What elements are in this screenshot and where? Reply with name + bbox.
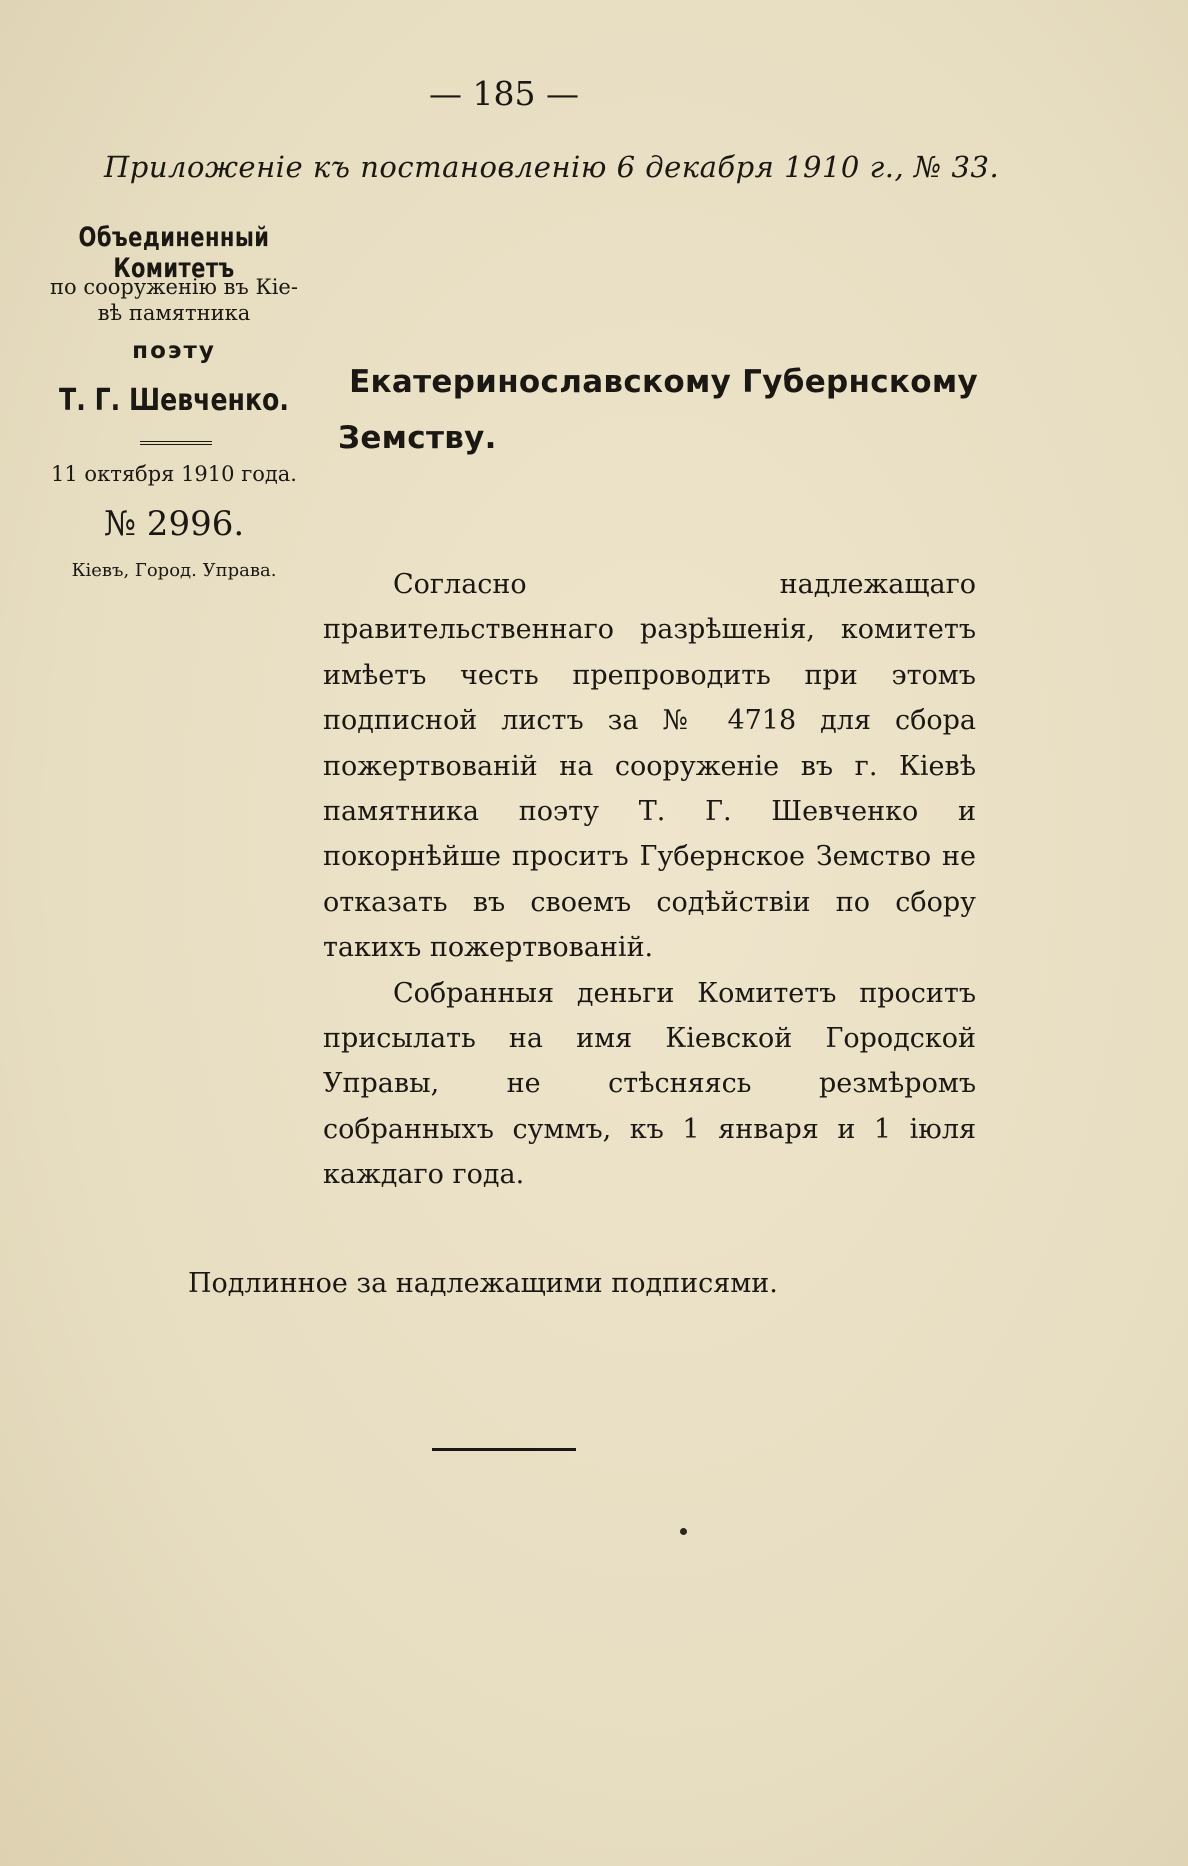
closing-note: Подлинное за надлежащими подписями. — [188, 1268, 778, 1299]
letterhead-subtitle-line2: вѣ памятника — [97, 301, 251, 325]
letter-body — [323, 562, 976, 1198]
body-paragraph-1: Согласно надлежащаго правительственнаго разрѣшенія, комитетъ имѣетъ честь препроводить при этомъ подписной листъ за № 4718 для сбора пожертвованій на сооруженіе въ г. Кіевѣ памятника поэту Т. Г. Шевченко и покорнѣйше проситъ Губернское Земство не отказать въ своемъ содѣйствіи по сбору такихъ пожертвованій. — [323, 569, 976, 964]
letterhead-poet-label: поэту — [132, 338, 216, 364]
letterhead-title: Объединенный Комитетъ — [78, 222, 270, 284]
body-paragraph-2: Собранныя деньги Комитетъ проситъ присылать на имя Кіевской Городской Управы, не стѣсняясь резмѣромъ собранныхъ суммъ, къ 1 января и 1 іюля каждаго года. — [323, 977, 976, 1191]
letterhead-subtitle-line1: по сооруженію въ Кіе- — [50, 275, 298, 299]
page-number: — 185 — — [429, 74, 579, 113]
letterhead-number: № 2996. — [103, 504, 245, 544]
addressee-line1: Екатеринославскому Губернскому — [349, 364, 978, 400]
letterhead-date: 11 октября 1910 года. — [51, 462, 297, 486]
letterhead-city: Кіевъ, Город. Управа. — [71, 560, 277, 581]
letterhead-poet-name: Т. Г. Шевченко. — [59, 383, 289, 418]
appendix-note: Приложеніе къ постановленію 6 декабря 1910 г., № 33. — [104, 150, 1000, 184]
letterhead-rule — [140, 441, 212, 445]
addressee-line2: Земству. — [338, 420, 497, 456]
end-rule — [432, 1448, 576, 1451]
ink-dot — [680, 1528, 687, 1535]
